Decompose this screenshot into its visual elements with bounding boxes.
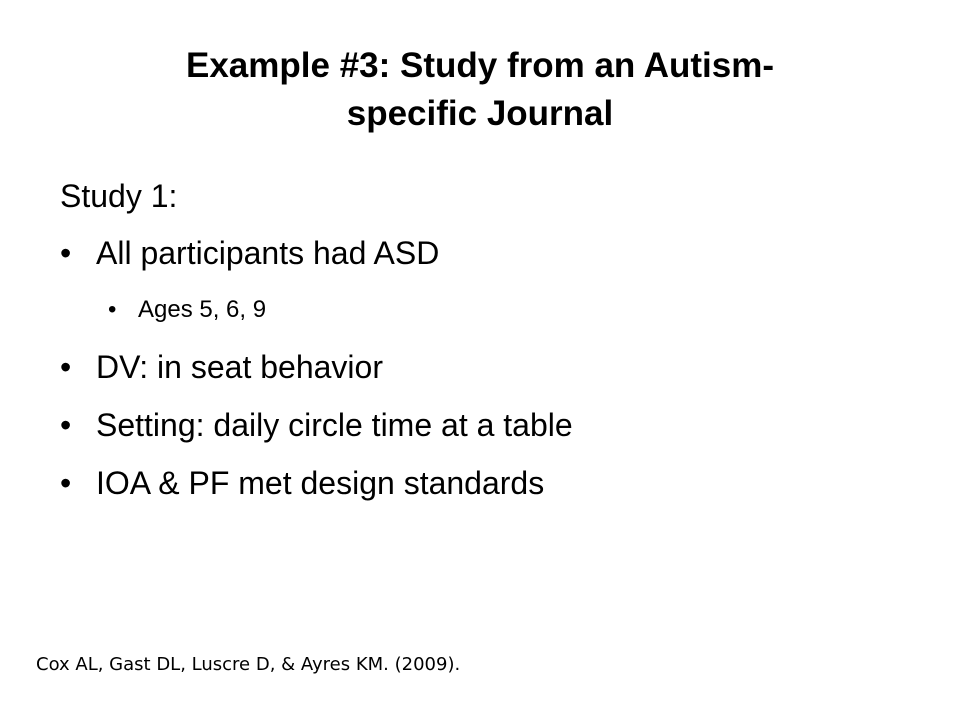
bullet-text: IOA & PF met design standards [96, 465, 545, 501]
bullet-item [60, 338, 920, 396]
slide-title [80, 42, 880, 138]
bullet-dot: • [60, 465, 72, 501]
sub-bullet-dot: • [108, 296, 117, 323]
bullet-text: Setting: daily circle time at a table [96, 407, 573, 443]
study-heading: Study 1: [60, 178, 178, 214]
bullet-dot: • [60, 235, 72, 271]
bullet-item [60, 396, 920, 454]
citation: Cox AL, Gast DL, Luscre D, & Ayres KM. (2009). [36, 654, 461, 675]
bullet-item [60, 224, 920, 282]
title-line-1: Example #3: Study from an Autism- [186, 46, 774, 85]
sub-bullet-text: Ages 5, 6, 9 [138, 296, 267, 323]
bullet-text: All participants had ASD [96, 235, 440, 271]
bullet-dot: • [60, 407, 72, 443]
slide-body [60, 168, 920, 512]
sub-bullet-item [60, 282, 920, 338]
bullet-dot: • [60, 349, 72, 385]
bullet-item [60, 454, 920, 512]
title-line-2: specific Journal [346, 94, 614, 133]
bullet-text: DV: in seat behavior [96, 349, 383, 385]
